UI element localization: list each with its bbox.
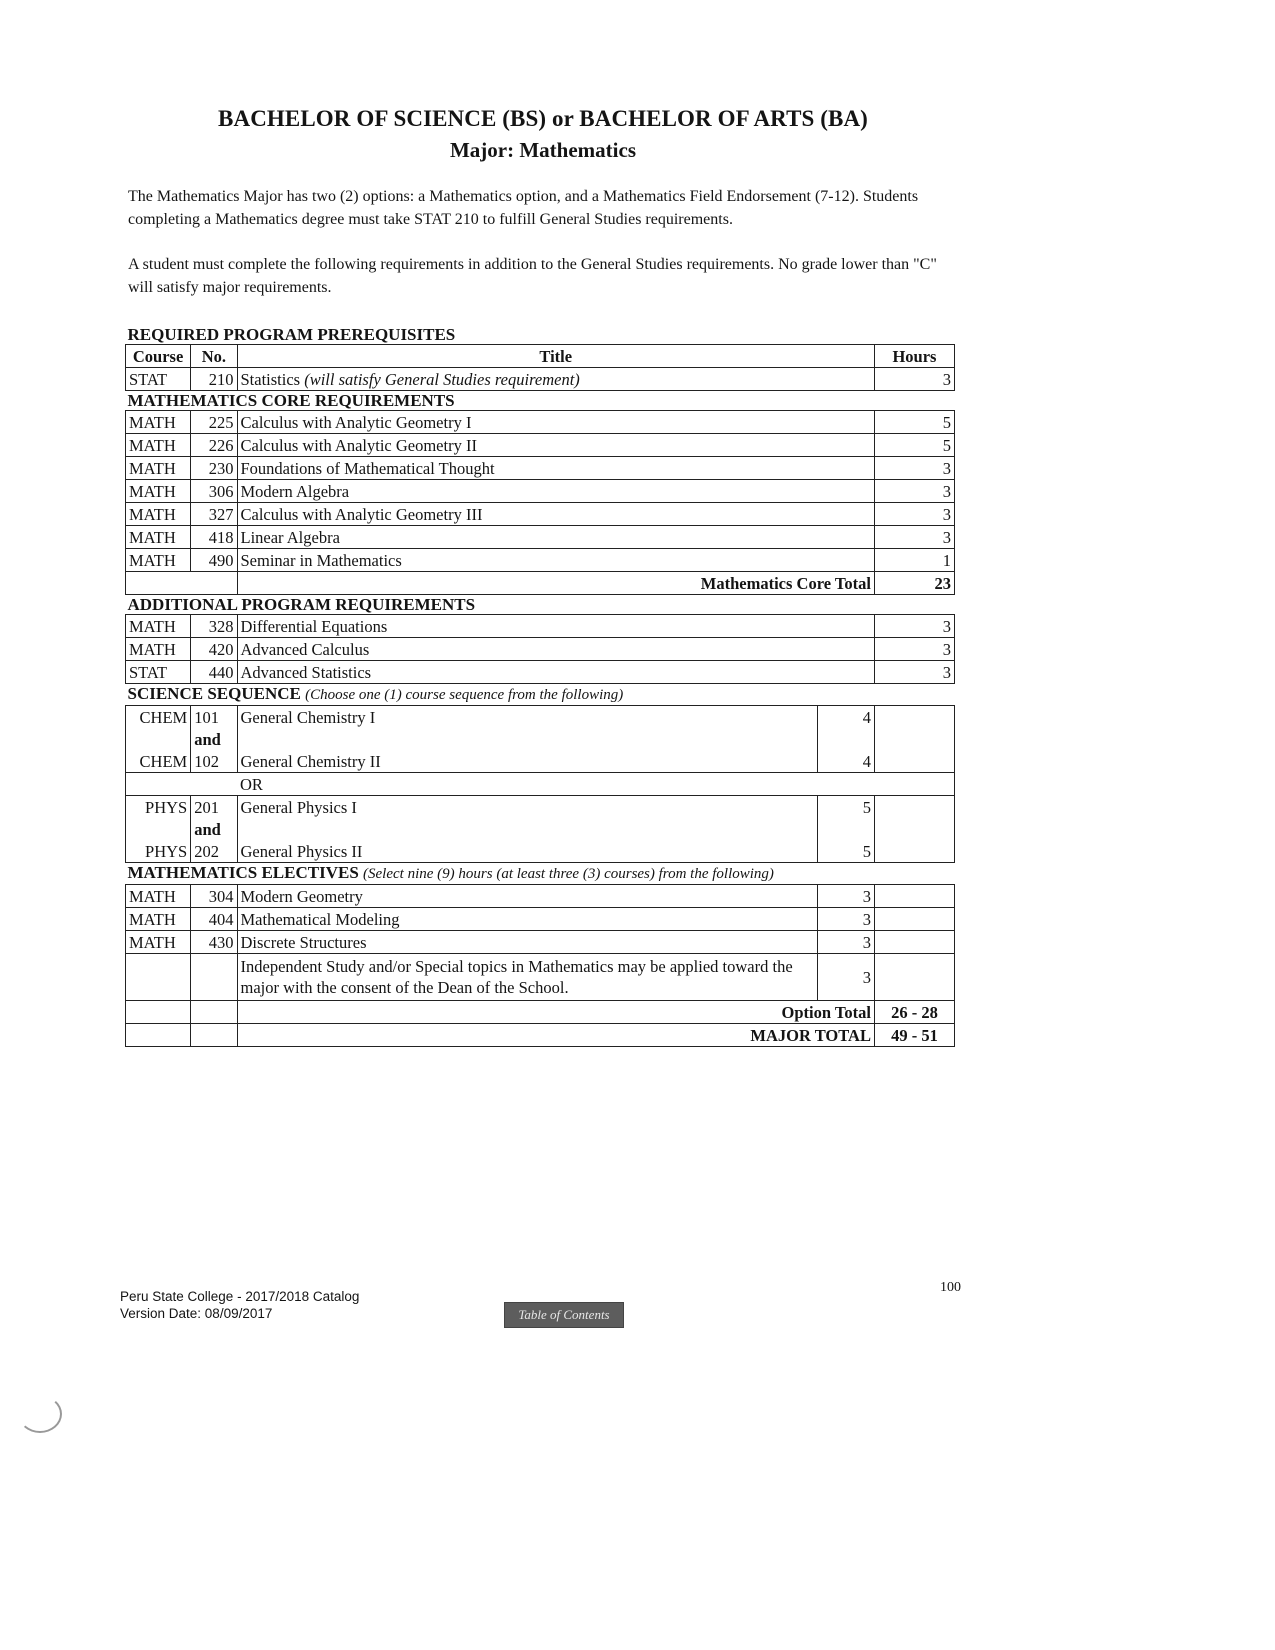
course-hours: 3 xyxy=(874,638,954,661)
empty-cell xyxy=(126,773,238,796)
course-number: 202 xyxy=(191,840,237,863)
course-code: PHYS xyxy=(126,796,191,819)
section-heading-science: SCIENCE SEQUENCE xyxy=(127,684,306,703)
course-code: MATH xyxy=(126,480,191,503)
section-heading-row xyxy=(126,863,955,885)
table-row xyxy=(126,931,955,954)
empty-cell xyxy=(126,954,191,1001)
course-title-text: Statistics xyxy=(240,369,305,389)
empty-cell xyxy=(874,840,954,863)
section-heading-row xyxy=(126,391,955,411)
course-hours: 4 xyxy=(818,750,875,773)
empty-cell xyxy=(818,818,875,840)
scan-hole-mark xyxy=(18,1395,62,1433)
table-row xyxy=(126,411,955,434)
major-total-label: MAJOR TOTAL xyxy=(237,1024,874,1047)
course-title: Discrete Structures xyxy=(237,931,818,954)
empty-cell xyxy=(874,931,954,954)
table-row xyxy=(126,615,955,638)
course-hours: 3 xyxy=(874,615,954,638)
section-heading-row xyxy=(126,325,955,345)
course-hours: 3 xyxy=(874,480,954,503)
course-title: Calculus with Analytic Geometry III xyxy=(237,503,874,526)
course-number: 418 xyxy=(191,526,237,549)
course-number: 210 xyxy=(191,368,237,391)
course-hours: 1 xyxy=(874,549,954,572)
course-title: Modern Algebra xyxy=(237,480,874,503)
header-title: Title xyxy=(237,345,874,368)
table-of-contents-button[interactable]: Table of Contents xyxy=(504,1302,624,1328)
empty-cell xyxy=(818,728,875,750)
course-hours: 3 xyxy=(818,931,875,954)
course-hours: 3 xyxy=(818,908,875,931)
course-number: 304 xyxy=(191,885,237,908)
course-title: Mathematical Modeling xyxy=(237,908,818,931)
intro-paragraph-requirements: A student must complete the following requirements in addition to the General Studies requirements. No grade lower than "C" will satisfy major requirements. xyxy=(128,256,937,296)
course-number: 328 xyxy=(191,615,237,638)
footer-catalog-name: Peru State College - 2017/2018 Catalog xyxy=(120,1289,360,1304)
core-total-label: Mathematics Core Total xyxy=(237,572,874,595)
course-hours: 5 xyxy=(818,796,875,819)
course-title xyxy=(237,368,874,391)
course-code: MATH xyxy=(126,931,191,954)
major-total-row xyxy=(126,1024,955,1047)
course-number: 226 xyxy=(191,434,237,457)
course-code: MATH xyxy=(126,908,191,931)
course-code: MATH xyxy=(126,885,191,908)
course-code: MATH xyxy=(126,434,191,457)
course-number: 306 xyxy=(191,480,237,503)
empty-cell xyxy=(874,885,954,908)
course-title: Calculus with Analytic Geometry II xyxy=(237,434,874,457)
course-hours: 3 xyxy=(818,954,875,1001)
course-hours: 3 xyxy=(874,503,954,526)
table-row xyxy=(126,549,955,572)
table-row xyxy=(126,818,955,840)
empty-cell xyxy=(874,796,954,819)
empty-cell xyxy=(874,750,954,773)
independent-study-note: Independent Study and/or Special topics in Mathematics may be applied toward the major with the consent of the Dean of the School. xyxy=(237,954,818,1001)
section-note-electives: (Select nine (9) hours (at least three (3) courses) from the following) xyxy=(363,866,774,882)
empty-cell xyxy=(237,728,818,750)
course-number: 225 xyxy=(191,411,237,434)
empty-cell xyxy=(126,572,238,595)
sequence-or: OR xyxy=(237,773,955,796)
empty-cell xyxy=(126,818,191,840)
table-row xyxy=(126,368,955,391)
course-number: 327 xyxy=(191,503,237,526)
course-code: CHEM xyxy=(126,750,191,773)
course-title: Modern Geometry xyxy=(237,885,818,908)
section-heading-prerequisites: REQUIRED PROGRAM PREREQUISITES xyxy=(127,325,456,344)
course-number: 230 xyxy=(191,457,237,480)
core-total-row xyxy=(126,572,955,595)
major-total-value: 49 - 51 xyxy=(874,1024,954,1047)
table-row xyxy=(126,661,955,684)
table-header-row xyxy=(126,345,955,368)
requirements-table xyxy=(125,325,955,1047)
section-heading-row xyxy=(126,684,955,706)
course-title: Advanced Statistics xyxy=(237,661,874,684)
empty-cell xyxy=(874,908,954,931)
table-row xyxy=(126,728,955,750)
empty-cell xyxy=(191,1024,237,1047)
course-code: STAT xyxy=(126,368,191,391)
table-row xyxy=(126,885,955,908)
course-hours: 5 xyxy=(874,434,954,457)
course-number: 102 xyxy=(191,750,237,773)
table-row xyxy=(126,434,955,457)
empty-cell xyxy=(191,1001,237,1024)
course-hours: 3 xyxy=(874,457,954,480)
header-course: Course xyxy=(126,345,191,368)
course-hours: 3 xyxy=(874,661,954,684)
empty-cell xyxy=(874,818,954,840)
section-note-science: (Choose one (1) course sequence from the following) xyxy=(305,687,624,703)
option-total-row xyxy=(126,1001,955,1024)
header-no: No. xyxy=(191,345,237,368)
course-code: STAT xyxy=(126,661,191,684)
course-title: Foundations of Mathematical Thought xyxy=(237,457,874,480)
course-code: MATH xyxy=(126,638,191,661)
course-title: Advanced Calculus xyxy=(237,638,874,661)
footer-version-date: Version Date: 08/09/2017 xyxy=(120,1306,273,1321)
table-row xyxy=(126,954,955,1001)
empty-cell xyxy=(126,1024,191,1047)
core-total-value: 23 xyxy=(874,572,954,595)
course-title-note: (will satisfy General Studies requirement) xyxy=(304,369,580,389)
section-heading-core: MATHEMATICS CORE REQUIREMENTS xyxy=(127,391,455,410)
table-row xyxy=(126,638,955,661)
empty-cell xyxy=(126,1001,191,1024)
course-title: General Chemistry II xyxy=(237,750,818,773)
course-code: CHEM xyxy=(126,706,191,729)
sequence-or-row xyxy=(126,773,955,796)
course-hours: 5 xyxy=(874,411,954,434)
option-total-label: Option Total xyxy=(237,1001,874,1024)
course-hours: 3 xyxy=(874,526,954,549)
course-code: MATH xyxy=(126,411,191,434)
course-hours: 5 xyxy=(818,840,875,863)
option-total-value: 26 - 28 xyxy=(874,1001,954,1024)
course-hours: 3 xyxy=(874,368,954,391)
empty-cell xyxy=(874,954,954,1001)
table-row xyxy=(126,840,955,863)
table-row xyxy=(126,908,955,931)
table-row xyxy=(126,457,955,480)
footer-catalog-info xyxy=(120,1288,359,1322)
course-title: General Physics I xyxy=(237,796,818,819)
section-heading-additional: ADDITIONAL PROGRAM REQUIREMENTS xyxy=(127,595,476,614)
course-code: MATH xyxy=(126,503,191,526)
section-heading-electives: MATHEMATICS ELECTIVES xyxy=(127,863,364,882)
course-title: General Physics II xyxy=(237,840,818,863)
course-code: MATH xyxy=(126,457,191,480)
course-number: 490 xyxy=(191,549,237,572)
course-code: MATH xyxy=(126,615,191,638)
table-row xyxy=(126,526,955,549)
course-title: General Chemistry I xyxy=(237,706,818,729)
course-title: Differential Equations xyxy=(237,615,874,638)
table-row xyxy=(126,503,955,526)
course-number: 430 xyxy=(191,931,237,954)
table-row xyxy=(126,796,955,819)
course-number: 420 xyxy=(191,638,237,661)
empty-cell xyxy=(191,954,237,1001)
empty-cell xyxy=(874,706,954,729)
sequence-and: and xyxy=(191,818,237,840)
course-code: PHYS xyxy=(126,840,191,863)
sequence-and: and xyxy=(191,728,237,750)
course-title: Seminar in Mathematics xyxy=(237,549,874,572)
header-hours: Hours xyxy=(874,345,954,368)
course-code: MATH xyxy=(126,549,191,572)
empty-cell xyxy=(126,728,191,750)
table-row xyxy=(126,706,955,729)
course-title: Linear Algebra xyxy=(237,526,874,549)
course-hours: 3 xyxy=(818,885,875,908)
page-subtitle: Major: Mathematics xyxy=(449,138,636,162)
intro-paragraph-options: The Mathematics Major has two (2) options: a Mathematics option, and a Mathematics Field Endorsement (7-12). Students completing a Mathematics degree must take STAT 210 to fulfill General Studies requirements. xyxy=(128,188,919,228)
table-row xyxy=(126,480,955,503)
course-hours: 4 xyxy=(818,706,875,729)
course-number: 440 xyxy=(191,661,237,684)
section-heading-row xyxy=(126,595,955,615)
empty-cell xyxy=(237,818,818,840)
table-row xyxy=(126,750,955,773)
course-number: 201 xyxy=(191,796,237,819)
empty-cell xyxy=(874,728,954,750)
page-number: 100 xyxy=(940,1280,961,1295)
course-code: MATH xyxy=(126,526,191,549)
course-number: 101 xyxy=(191,706,237,729)
course-title: Calculus with Analytic Geometry I xyxy=(237,411,874,434)
page-title: BACHELOR OF SCIENCE (BS) or BACHELOR OF ARTS (BA) xyxy=(218,106,868,131)
course-number: 404 xyxy=(191,908,237,931)
